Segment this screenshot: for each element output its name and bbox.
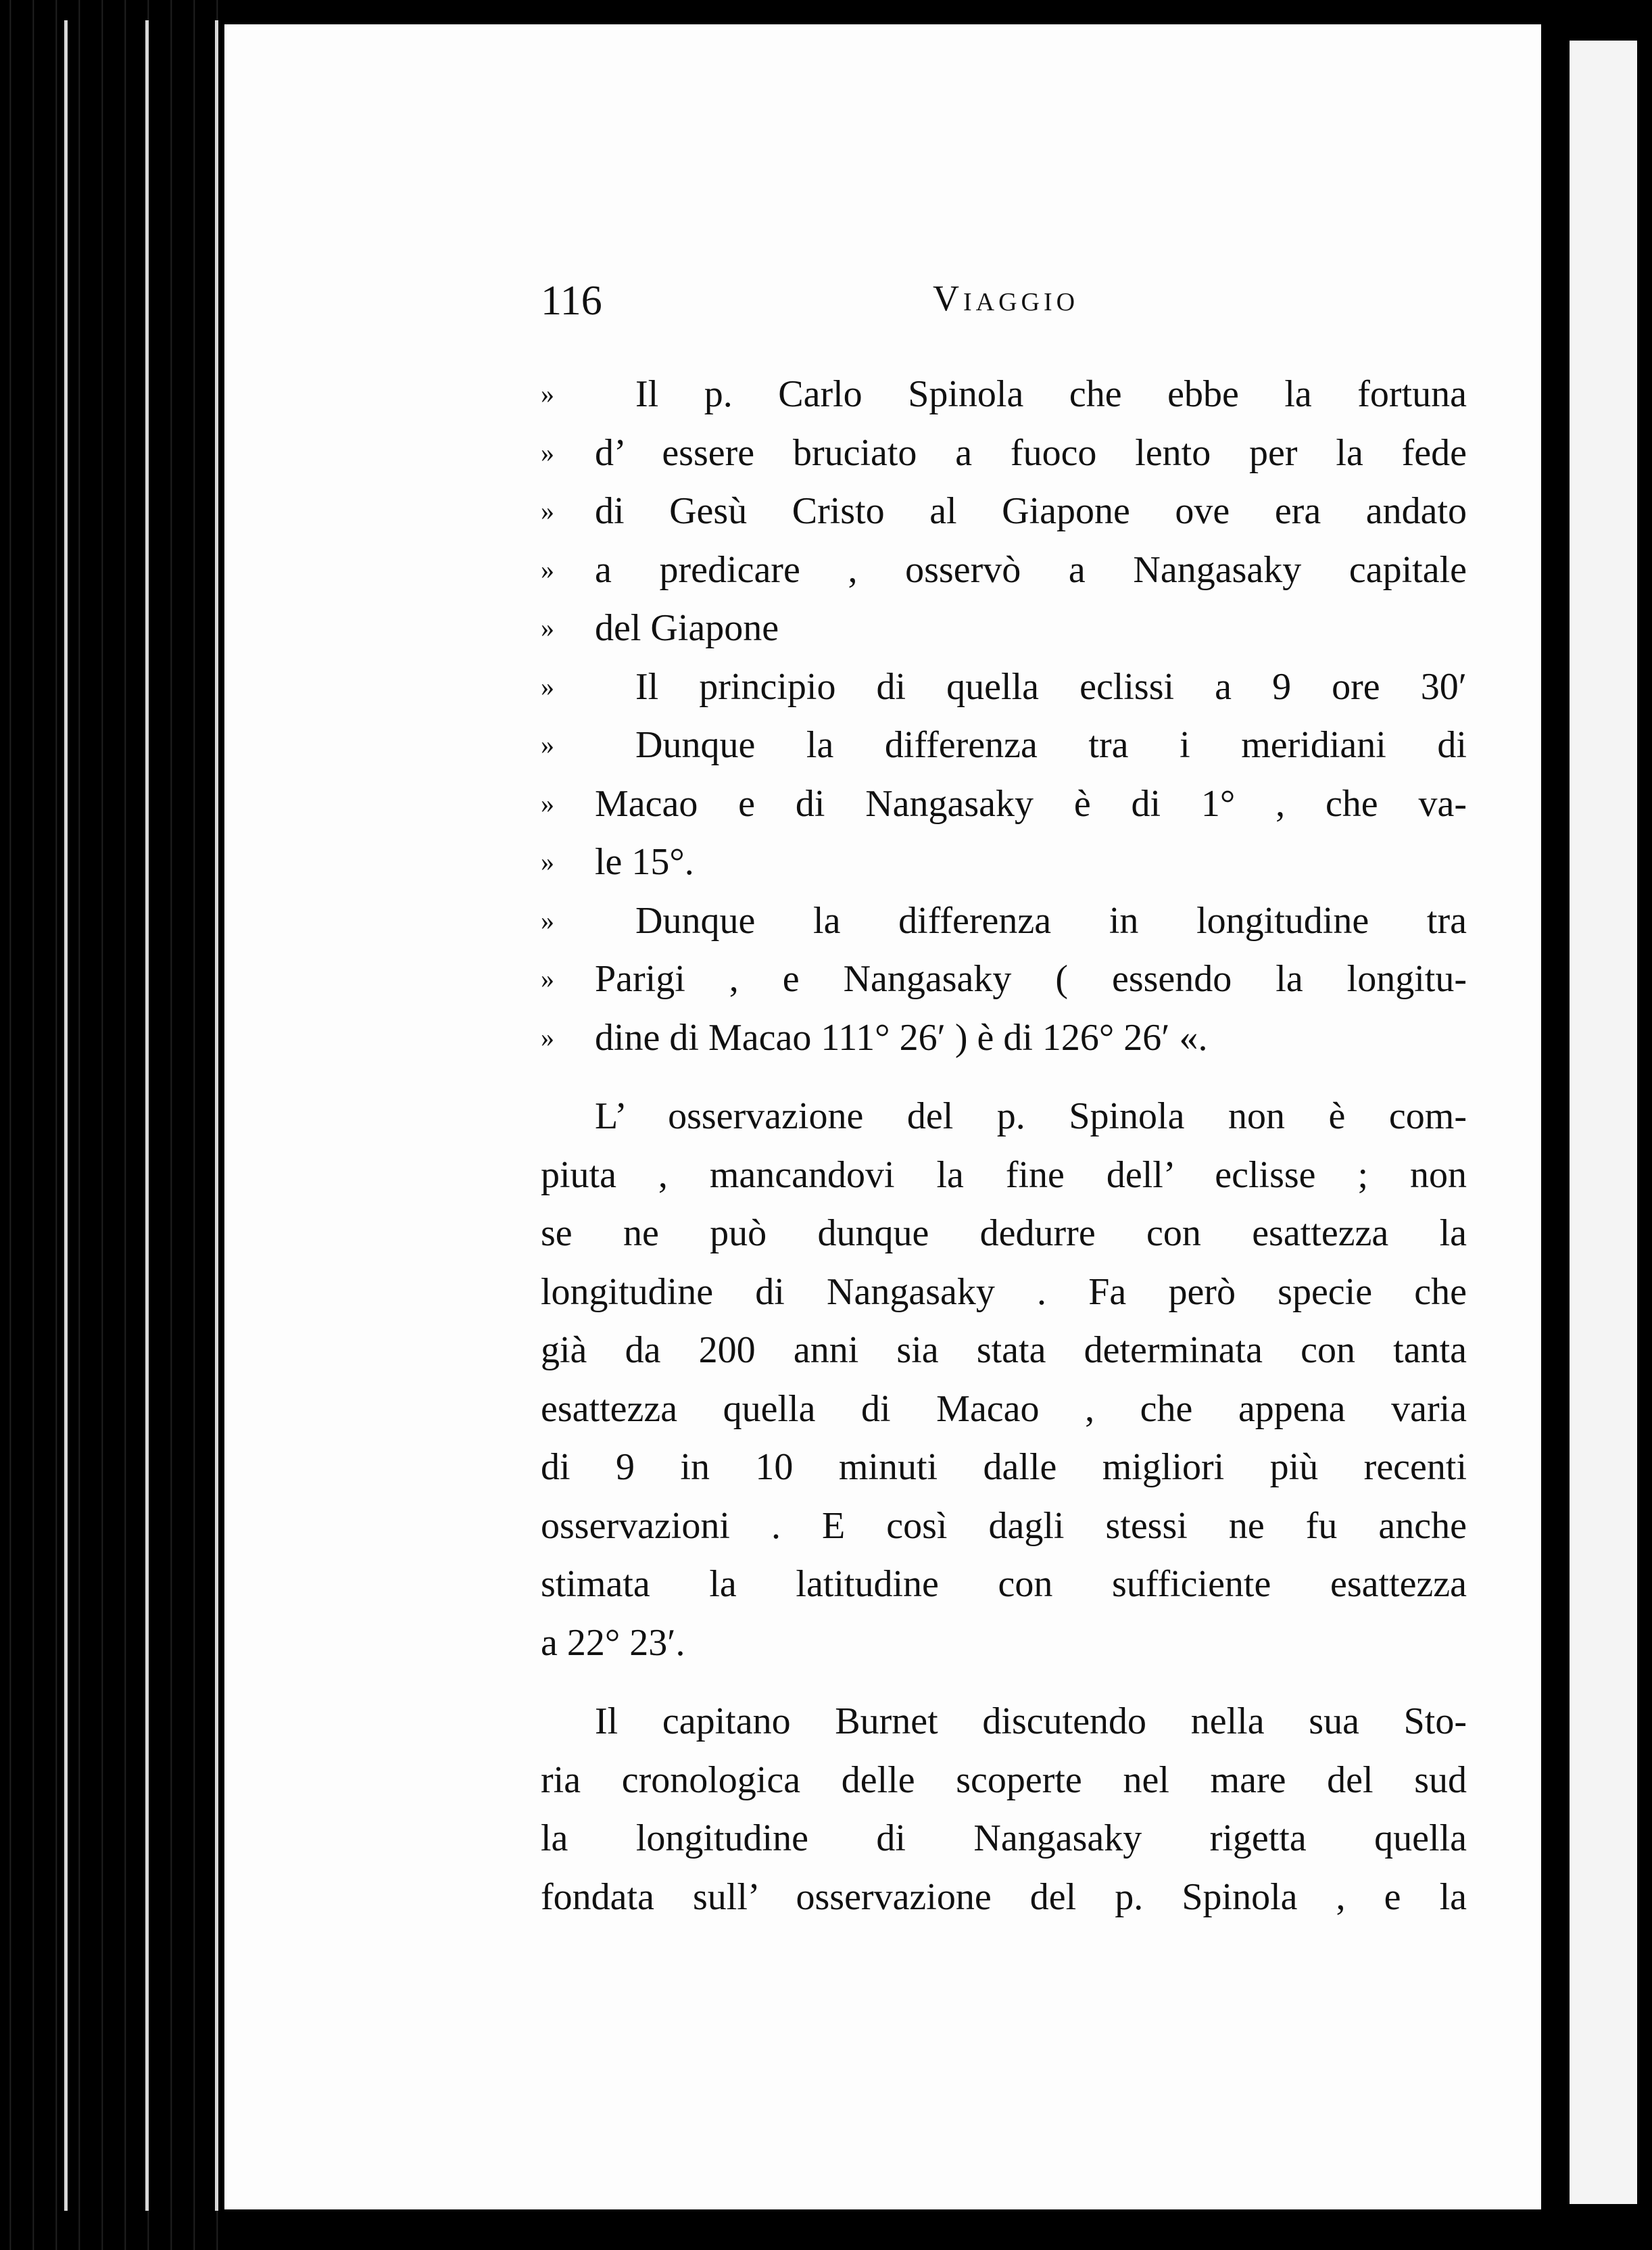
line-text: longitudine di Nangasaky . Fa però specie che <box>541 1270 1467 1313</box>
line-text: stimata la latitudine con sufficiente esattezza <box>541 1563 1467 1605</box>
adjacent-page-edge <box>1570 41 1637 2204</box>
line-text: fondata sull’ osservazione del p. Spinola , e la <box>541 1875 1467 1918</box>
line-text: d’ essere bruciato a fuoco lento per la fede <box>595 431 1467 474</box>
line-text: Dunque la differenza in longitudine tra <box>635 899 1467 942</box>
quote-mark: » <box>541 496 552 526</box>
text-line <box>541 1087 1467 1146</box>
line-text: Il principio di quella eclissi a 9 ore 30′ <box>635 665 1467 708</box>
quote-mark: » <box>541 846 552 877</box>
text-line <box>541 833 1467 892</box>
line-text: Macao e di Nangasaky è di 1° , che va- <box>595 782 1467 825</box>
line-text: se ne può dunque dedurre con esattezza la <box>541 1212 1467 1254</box>
line-text: già da 200 anni sia stata determinata con tanta <box>541 1329 1467 1371</box>
line-text: ria cronologica delle scoperte nel mare del sud <box>541 1758 1467 1801</box>
text-line <box>541 1497 1467 1556</box>
line-text: Dunque la differenza tra i meridiani di <box>635 724 1467 766</box>
text-line <box>541 775 1467 834</box>
text-line <box>541 1204 1467 1263</box>
quote-mark: » <box>541 554 552 585</box>
quote-mark: » <box>541 963 552 994</box>
text-line <box>541 424 1467 483</box>
body-text <box>541 365 1467 1926</box>
page-header <box>541 277 1474 358</box>
book-binding-shadow <box>0 0 223 2250</box>
quote-mark: » <box>541 729 552 760</box>
quote-mark: » <box>541 905 552 936</box>
page-edge-line <box>145 20 149 2211</box>
text-line <box>541 541 1467 600</box>
page-edge-line <box>64 20 68 2211</box>
text-line <box>541 1263 1467 1322</box>
quote-mark: » <box>541 379 552 409</box>
line-text: le 15°. <box>595 841 694 883</box>
line-text: esattezza quella di Macao , che appena varia <box>541 1387 1467 1430</box>
text-line <box>541 482 1467 541</box>
line-text: Il capitano Burnet discutendo nella sua Sto- <box>595 1700 1467 1742</box>
line-text: a predicare , osservò a Nangasaky capitale <box>595 548 1467 591</box>
line-text: osservazioni . E così dagli stessi ne fu anche <box>541 1504 1467 1547</box>
text-line <box>541 365 1467 424</box>
text-line <box>541 1751 1467 1810</box>
text-line <box>541 1438 1467 1497</box>
line-text: la longitudine di Nangasaky rigetta quella <box>541 1817 1467 1859</box>
text-line <box>541 1809 1467 1868</box>
text-line <box>541 1555 1467 1614</box>
quote-mark: » <box>541 671 552 702</box>
text-line <box>541 1380 1467 1439</box>
quote-mark: » <box>541 1022 552 1053</box>
paragraph-gap <box>541 1067 1467 1087</box>
page-number: 116 <box>541 278 602 324</box>
text-line <box>541 716 1467 775</box>
line-text: Parigi , e Nangasaky ( essendo la longitu- <box>595 958 1467 1000</box>
text-line <box>541 892 1467 951</box>
quote-mark: » <box>541 613 552 643</box>
quote-mark: » <box>541 788 552 819</box>
text-line <box>541 950 1467 1009</box>
quote-mark: » <box>541 437 552 468</box>
line-text: dine di Macao 111° 26′ ) è di 126° 26′ «. <box>595 1016 1208 1059</box>
text-line <box>541 1009 1467 1068</box>
line-text: del Giapone <box>595 607 779 649</box>
text-line <box>541 1146 1467 1205</box>
line-text: di Gesù Cristo al Giapone ove era andato <box>595 490 1467 532</box>
line-text: piuta , mancandovi la fine dell’ eclisse ; non <box>541 1153 1467 1196</box>
line-text: di 9 in 10 minuti dalle migliori più recenti <box>541 1446 1467 1488</box>
line-text: L’ osservazione del p. Spinola non è com- <box>595 1095 1467 1137</box>
text-line <box>541 658 1467 717</box>
text-line <box>541 1614 1467 1673</box>
text-line <box>541 1868 1467 1927</box>
paragraph-gap <box>541 1672 1467 1692</box>
line-text: a 22° 23′. <box>541 1621 685 1664</box>
running-title: Viaggio <box>933 278 1079 318</box>
page-edge-line <box>215 20 218 2211</box>
line-text: Il p. Carlo Spinola che ebbe la fortuna <box>635 373 1467 415</box>
text-line <box>541 599 1467 658</box>
text-line <box>541 1321 1467 1380</box>
text-line <box>541 1692 1467 1751</box>
